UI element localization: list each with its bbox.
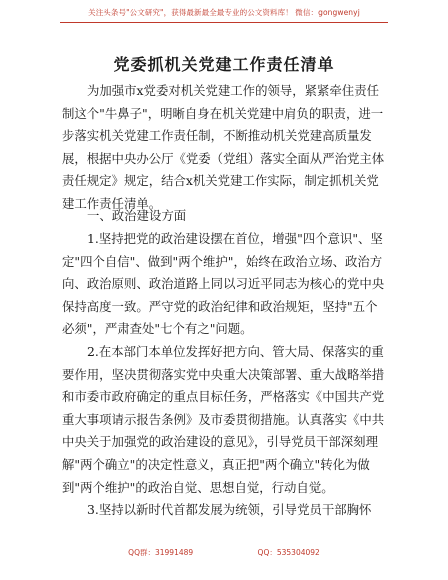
list-item-3: 3.坚持以新时代首都发展为统领，引导党员干部胸怀	[87, 502, 372, 518]
list-item-1: 1.坚持把党的政治建设摆在首位，增强"四个意识"、坚定"四个自信"、做到"两个维护"，始终在政治立场、政治方向、政治原则、政治道路上同以习近平同志为核心的党中央保持高度一致。严守党的政治纪律和政治规矩，坚持"五个必须"，严肃查处"七个有之"问题。	[62, 231, 385, 337]
intro-block	[62, 80, 388, 216]
list-item-2: 2.在本部门本单位发挥好把方向、管大局、保落实的重要作用，坚决贯彻落实党中央重大决策部署、重大战略举措和市委市政府确定的重点目标任务，严格落实《中国共产党重大事项请示报告条例》及市委贯彻措施。认真落实《中共中央关于加强党的政治建设的意见》，引导党员干部深刻理解"两个确立"的决定性意义，真正把"两个确立"转化为做到"两个维护"的政治自觉、思想自觉，行动自觉。	[62, 343, 385, 495]
intro-paragraph: 为加强市x党委对机关党建工作的领导，紧紧牵住责任制这个"牛鼻子"，明晰自身在机关党建中肩负的职责，进一步落实机关党建工作责任制，不断推动机关党建高质量发展，根据中央办公厅《党委（党组）落实全面从严治党主体责任规定》规定，结合x机关党建工作实际，制定抓机关党建工作责任清单。	[62, 83, 385, 211]
header-banner: 关注头条号"公文研究"，获得最新最全最专业的公文资料库！ 微信：gongwenyj	[88, 8, 360, 17]
items-block	[62, 228, 388, 522]
document-title: 党委抓机关党建工作责任清单	[113, 55, 335, 74]
footer-qq-number: QQ：535304092	[257, 548, 320, 557]
footer-contact	[0, 547, 448, 558]
footer-qq-group: QQ群：31991489	[128, 548, 194, 557]
header-divider	[60, 22, 388, 23]
section-heading: 一、政治建设方面	[87, 208, 187, 223]
